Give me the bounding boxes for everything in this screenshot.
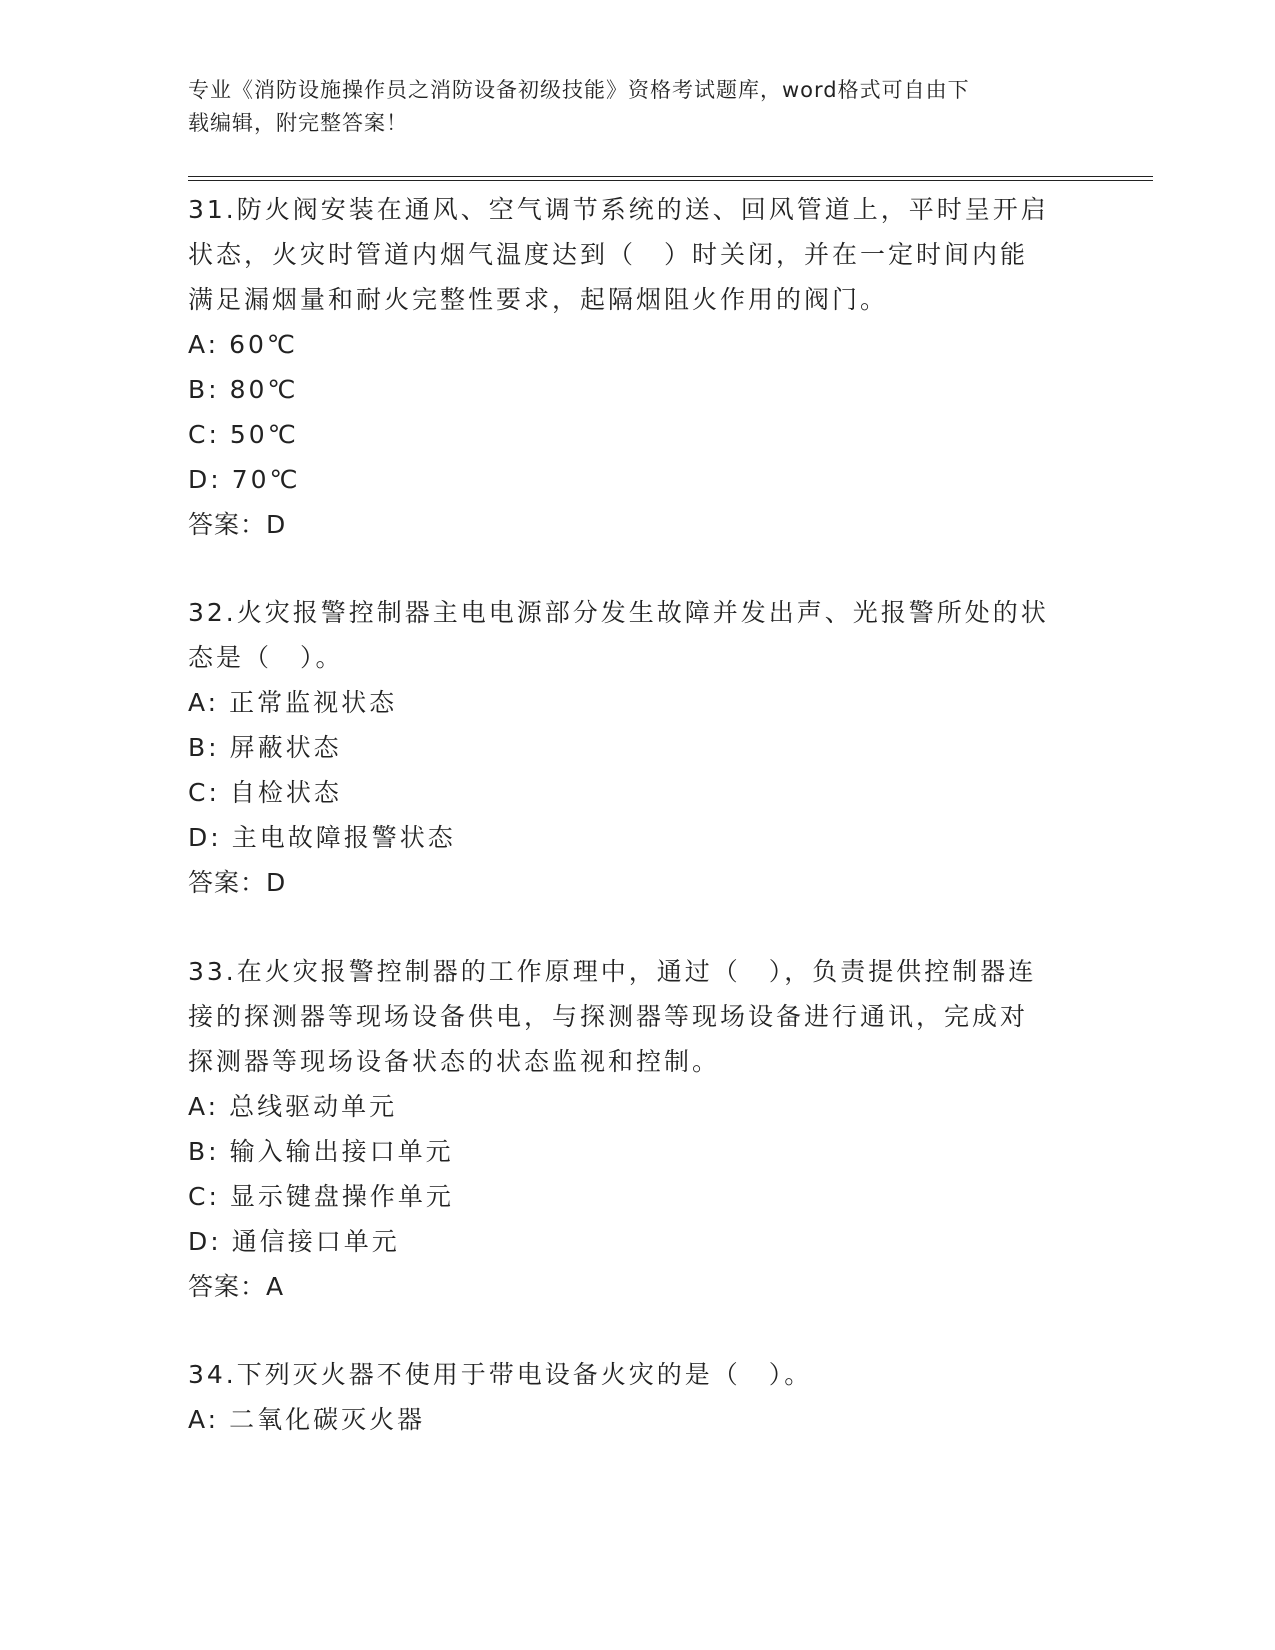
option-text: 主电故障报警状态 [231, 823, 456, 852]
option-d [188, 457, 1088, 502]
option-a [188, 1397, 1088, 1442]
option-letter: B: [188, 375, 220, 404]
question-33 [188, 949, 1088, 1309]
option-letter: C: [188, 420, 220, 449]
answer-line: 答案：D [188, 868, 287, 897]
option-letter: A: [188, 330, 220, 359]
option-text: 自检状态 [229, 778, 342, 807]
stem-line: 态是（ ）。 [188, 643, 344, 672]
option-letter: A: [188, 688, 220, 717]
option-letter: D: [188, 465, 222, 494]
option-d [188, 815, 1088, 860]
option-c [188, 770, 1088, 815]
option-text: 屏蔽状态 [229, 733, 342, 762]
question-stem [188, 949, 1088, 1084]
option-b [188, 367, 1088, 412]
stem-line: 33.在火灾报警控制器的工作原理中，通过（ ），负责提供控制器连 [188, 957, 1037, 986]
option-c [188, 1174, 1088, 1219]
option-text: 50℃ [229, 420, 299, 449]
option-text: 通信接口单元 [231, 1227, 400, 1256]
option-letter: A: [188, 1092, 220, 1121]
option-b [188, 1129, 1088, 1174]
option-b [188, 725, 1088, 770]
option-a [188, 322, 1088, 367]
header-divider-bottom [188, 180, 1153, 181]
option-letter: C: [188, 1182, 220, 1211]
option-text: 80℃ [229, 375, 299, 404]
option-a [188, 680, 1088, 725]
answer-line: 答案：A [188, 1272, 285, 1301]
option-c [188, 412, 1088, 457]
option-text: 正常监视状态 [229, 688, 398, 717]
option-d [188, 1219, 1088, 1264]
option-text: 输入输出接口单元 [229, 1137, 454, 1166]
question-stem [188, 187, 1088, 322]
option-letter: B: [188, 1137, 220, 1166]
stem-line: 探测器等现场设备状态的状态监视和控制。 [188, 1047, 721, 1076]
question-stem [188, 590, 1088, 680]
option-letter: B: [188, 733, 220, 762]
option-a [188, 1084, 1088, 1129]
option-text: 60℃ [229, 330, 298, 359]
option-letter: A: [188, 1405, 220, 1434]
option-letter: C: [188, 778, 220, 807]
option-text: 70℃ [231, 465, 301, 494]
question-stem [188, 1352, 1088, 1397]
header-line-2: 载编辑，附完整答案！ [188, 111, 408, 135]
answer-line: 答案：D [188, 510, 287, 539]
question-32 [188, 590, 1088, 905]
stem-line: 满足漏烟量和耐火完整性要求，起隔烟阻火作用的阀门。 [188, 285, 889, 314]
stem-line: 31.防火阀安装在通风、空气调节系统的送、回风管道上，平时呈开启 [188, 195, 1049, 224]
option-text: 显示键盘操作单元 [229, 1182, 454, 1211]
option-letter: D: [188, 823, 222, 852]
option-text: 二氧化碳灭火器 [229, 1405, 426, 1434]
stem-line: 32.火灾报警控制器主电电源部分发生故障并发出声、光报警所处的状 [188, 598, 1049, 627]
question-34 [188, 1352, 1088, 1442]
header-divider-top [188, 176, 1153, 177]
question-31 [188, 187, 1088, 547]
stem-line: 状态，火灾时管道内烟气温度达到（ ）时关闭，并在一定时间内能 [188, 240, 1029, 269]
option-letter: D: [188, 1227, 222, 1256]
stem-line: 接的探测器等现场设备供电，与探测器等现场设备进行通讯，完成对 [188, 1002, 1029, 1031]
header-line-1: 专业《消防设施操作员之消防设备初级技能》资格考试题库，word格式可自由下 [188, 78, 970, 102]
option-text: 总线驱动单元 [229, 1092, 398, 1121]
document-header [188, 74, 1088, 140]
stem-line: 34.下列灭火器不使用于带电设备火灾的是（ ）。 [188, 1360, 813, 1389]
